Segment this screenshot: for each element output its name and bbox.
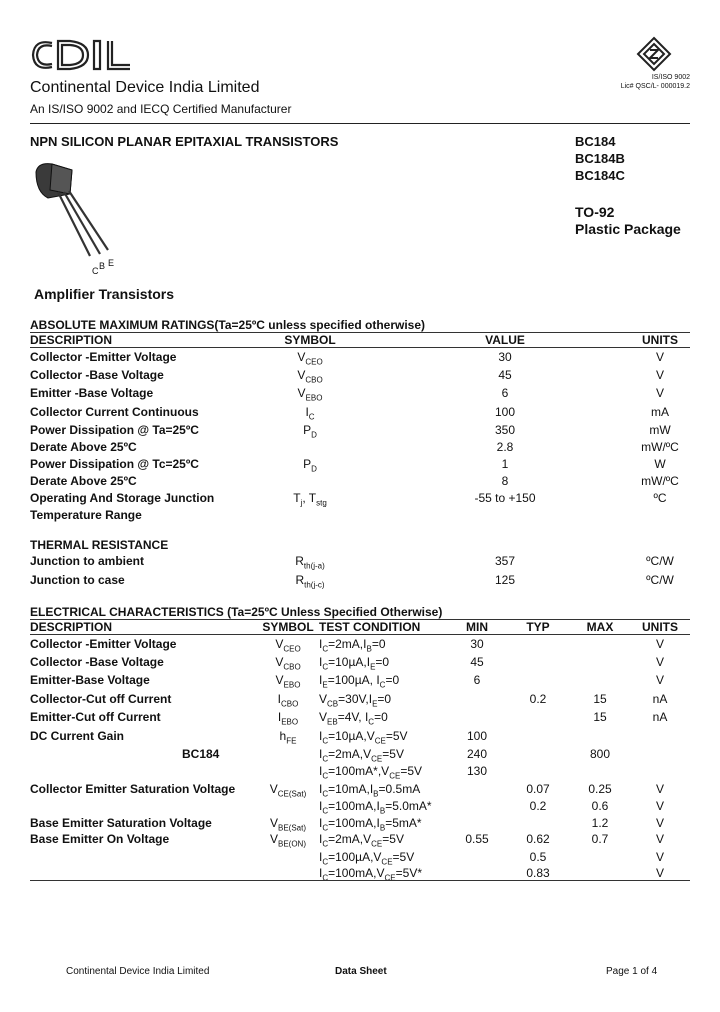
units-cell: V — [655, 782, 664, 796]
condition-subscript: CE — [389, 771, 401, 781]
test-condition-cell: $I_C=100mA*,V_{CE}=5V$ — [319, 764, 422, 781]
value-cell: 100 — [494, 405, 516, 419]
description-cell: Derate Above 25ºC — [30, 474, 137, 488]
certification-line: An IS/ISO 9002 and IECQ Certified Manufacturer — [30, 102, 292, 116]
symbol-subscript: CBO — [283, 662, 301, 672]
description-cell: Base Emitter Saturation Voltage — [30, 816, 212, 830]
test-condition-cell: $V_{EB}=4V$, $I_C=0$ — [319, 710, 388, 727]
symbol-subscript: D — [311, 430, 317, 440]
condition-subscript: CE — [371, 754, 383, 764]
table-rule — [30, 634, 690, 635]
pin-label-b: B — [99, 261, 106, 271]
test-condition-cell: $I_C=100mA,V_{CE}=5V*$ — [319, 866, 422, 883]
condition-subscript: C — [322, 754, 329, 764]
col-header-description: DESCRIPTION — [30, 620, 113, 634]
condition-subscript: C — [379, 680, 386, 690]
symbol-cell: $I_C$ — [305, 405, 315, 422]
test-condition-cell: $I_E=100\mu A$, $I_C=0$ — [319, 673, 400, 690]
max-cell: 0.25 — [588, 782, 612, 796]
electrical-row — [30, 747, 690, 764]
condition-subscript: E — [322, 680, 328, 690]
condition-subscript: B — [379, 823, 386, 833]
test-condition-cell: $I_C=2mA,V_{CE}=5V$ — [319, 832, 404, 849]
symbol-cell: $h_{FE}$ — [279, 729, 297, 746]
abs-max-row — [30, 386, 690, 403]
symbol-subscript: FE — [286, 736, 297, 746]
description-cell: Junction to case — [30, 573, 125, 587]
symbol-subscript: CEO — [305, 357, 323, 367]
electrical-row — [30, 764, 690, 781]
symbol-cell: $V_{CEO}$ — [297, 350, 323, 367]
condition-subscript: CE — [371, 839, 383, 849]
electrical-row — [30, 710, 690, 727]
test-condition-cell: $I_C=100mA,I_B=5mA*$ — [319, 816, 422, 833]
electrical-row — [30, 692, 690, 709]
typ-cell: 0.2 — [529, 799, 547, 813]
condition-subscript: CB — [327, 699, 339, 709]
description-cell: Temperature Range — [30, 508, 142, 522]
description-cell: Base Emitter On Voltage — [30, 832, 170, 846]
package-description: Plastic Package — [575, 221, 681, 237]
condition-subscript: C — [322, 857, 329, 867]
company-name: Continental Device India Limited — [30, 79, 260, 96]
condition-subscript: C — [322, 873, 329, 883]
test-condition-cell: $I_C=10mA,I_B=0.5mA$ — [319, 782, 421, 799]
units-cell: V — [655, 816, 664, 830]
header-divider — [30, 123, 690, 124]
typ-cell: 0.07 — [526, 782, 550, 796]
symbol-cell: $T_j$, $T_{stg}$ — [293, 491, 327, 508]
units-cell: ºC/W — [646, 573, 674, 587]
electrical-row — [30, 816, 690, 833]
symbol-subscript: D — [311, 464, 317, 474]
footer-page-number: Page 1 of 4 — [606, 966, 658, 977]
units-cell: mW — [649, 423, 671, 437]
symbol-cell: $V_{BE(ON)}$ — [269, 832, 306, 849]
value-cell: 6 — [501, 386, 509, 400]
symbol-cell: $P_D$ — [303, 423, 317, 440]
condition-subscript: B — [373, 789, 379, 799]
test-condition-cell: $I_C=10\mu A,I_E=0$ — [319, 655, 390, 672]
value-cell: 357 — [494, 554, 516, 568]
pin-label-e: E — [108, 258, 115, 268]
condition-subscript: E — [370, 662, 376, 672]
condition-subscript: CE — [384, 873, 396, 883]
max-cell: 15 — [593, 710, 607, 724]
cdil-logo — [30, 37, 134, 73]
symbol-cell: $I_{CBO}$ — [277, 692, 299, 709]
part-number: BC184B — [575, 151, 625, 166]
symbol-subscript: j — [300, 498, 303, 508]
test-condition-cell: $I_C=100mA,I_B=5.0mA*$ — [319, 799, 432, 816]
test-condition-cell: $I_C=10\mu A,V_{CE}=5V$ — [319, 729, 408, 746]
units-cell: V — [655, 673, 664, 687]
symbol-cell: $V_{CBO}$ — [297, 368, 323, 385]
description-cell: Emitter-Cut off Current — [30, 710, 161, 724]
pin-label-c: C — [92, 266, 99, 276]
symbol-cell: $I_{EBO}$ — [277, 710, 299, 727]
symbol-cell: $R_{th(j-c)}$ — [295, 573, 325, 590]
condition-subscript: EB — [327, 717, 338, 727]
electrical-section-title: ELECTRICAL CHARACTERISTICS (Ta=25ºC Unless Specified Otherwise) — [30, 605, 443, 619]
footer-company: Continental Device India Limited — [66, 966, 210, 977]
symbol-subscript: EBO — [305, 393, 323, 403]
description-cell: Junction to ambient — [30, 554, 144, 568]
abs-max-row — [30, 368, 690, 385]
test-condition-cell: $V_{CB}=30V,I_E=0$ — [319, 692, 392, 709]
symbol-subscript: EBO — [281, 717, 299, 727]
symbol-subscript: CBO — [305, 375, 323, 385]
min-cell: 6 — [473, 673, 481, 687]
units-cell: nA — [652, 710, 668, 724]
value-cell: 125 — [494, 573, 516, 587]
certification-mark-text: IS/ISO 9002 Lic# QSC/L- 000019.2 — [620, 74, 690, 90]
min-cell: 45 — [470, 655, 484, 669]
min-cell: 0.55 — [465, 832, 489, 846]
value-cell: 350 — [494, 423, 516, 437]
units-cell: W — [654, 457, 666, 471]
condition-subscript: C — [322, 771, 329, 781]
description-cell: Derate Above 25ºC — [30, 440, 137, 454]
units-cell: V — [655, 832, 664, 846]
table-rule — [30, 347, 690, 348]
col-header-typ: TYP — [526, 620, 550, 634]
typ-cell: 0.83 — [526, 866, 550, 880]
abs-max-row — [30, 350, 690, 367]
units-cell: mW/ºC — [641, 440, 679, 454]
product-title: NPN SILICON PLANAR EPITAXIAL TRANSISTORS — [30, 134, 339, 149]
symbol-cell: $V_{CE(Sat)}$ — [269, 782, 307, 799]
value-cell: 45 — [498, 368, 512, 382]
electrical-row — [30, 673, 690, 690]
col-header-symbol: SYMBOL — [262, 620, 314, 634]
test-condition-cell: $I_C=2mA,I_B=0$ — [319, 637, 386, 654]
condition-subscript: E — [372, 699, 378, 709]
description-cell: Collector-Cut off Current — [30, 692, 172, 706]
description-cell: Operating And Storage Junction — [30, 491, 215, 505]
thermal-row — [30, 554, 690, 571]
units-cell: V — [655, 799, 664, 813]
electrical-row — [30, 799, 690, 816]
units-cell: V — [655, 850, 664, 864]
description-cell: Collector Emitter Saturation Voltage — [30, 782, 236, 796]
max-cell: 0.6 — [591, 799, 609, 813]
condition-subscript: C — [322, 839, 329, 849]
max-cell: 1.2 — [591, 816, 609, 830]
symbol-subscript: CE(Sat) — [277, 789, 307, 799]
symbol-cell: $V_{EBO}$ — [275, 673, 301, 690]
condition-subscript: C — [368, 717, 375, 727]
description-cell: Collector -Base Voltage — [30, 655, 164, 669]
description-cell: Collector -Base Voltage — [30, 368, 164, 382]
application-subtitle: Amplifier Transistors — [34, 286, 175, 302]
abs-max-row — [30, 491, 690, 508]
units-cell: V — [655, 368, 664, 382]
abs-max-row — [30, 440, 690, 457]
abs-max-row — [30, 508, 690, 525]
value-cell: 1 — [501, 457, 509, 471]
col-header-units: UNITS — [642, 620, 678, 634]
col-header-test-condition: TEST CONDITION — [319, 620, 421, 634]
thermal-section-title: THERMAL RESISTANCE — [30, 538, 169, 552]
symbol-subscript: BE(Sat) — [278, 823, 307, 833]
max-cell: 15 — [593, 692, 607, 706]
abs-max-row — [30, 405, 690, 422]
symbol-cell: $V_{CEO}$ — [275, 637, 301, 654]
min-cell: 100 — [466, 729, 488, 743]
part-number: BC184C — [575, 168, 625, 183]
description-cell: DC Current Gain — [30, 729, 125, 743]
value-cell: 30 — [498, 350, 512, 364]
max-cell: 800 — [589, 747, 611, 761]
test-condition-cell: $I_C=100\mu A,V_{CE}=5V$ — [319, 850, 415, 867]
condition-subscript: C — [322, 662, 329, 672]
description-cell: Collector Current Continuous — [30, 405, 199, 419]
symbol-cell: $P_D$ — [303, 457, 317, 474]
symbol-subscript: CEO — [283, 644, 301, 654]
typ-cell: 0.5 — [529, 850, 547, 864]
condition-subscript: C — [322, 736, 329, 746]
value-cell: 8 — [501, 474, 509, 488]
units-cell: V — [655, 350, 664, 364]
typ-cell: 0.62 — [526, 832, 550, 846]
units-cell: V — [655, 386, 664, 400]
electrical-row — [30, 655, 690, 672]
symbol-cell: $R_{th(j-a)}$ — [295, 554, 325, 571]
symbol-subscript: stg — [316, 498, 327, 508]
min-cell: 30 — [470, 637, 484, 651]
symbol-subscript: CBO — [281, 699, 299, 709]
col-header-symbol: SYMBOL — [284, 333, 336, 347]
units-cell: mW/ºC — [641, 474, 679, 488]
min-cell: 130 — [466, 764, 488, 778]
electrical-row — [30, 637, 690, 654]
units-cell: V — [655, 655, 664, 669]
description-cell: Emitter-Base Voltage — [30, 673, 150, 687]
value-cell: 2.8 — [496, 440, 514, 454]
description-cell: Collector -Emitter Voltage — [30, 350, 177, 364]
electrical-row — [30, 729, 690, 746]
col-header-description: DESCRIPTION — [30, 333, 113, 347]
condition-subscript: CE — [374, 736, 386, 746]
units-cell: nA — [652, 692, 668, 706]
value-cell: -55 to +150 — [474, 491, 536, 505]
electrical-row — [30, 832, 690, 849]
package-type: TO-92 — [575, 204, 615, 220]
test-condition-cell: $I_C=2mA,V_{CE}=5V$ — [319, 747, 404, 764]
symbol-subscript: C — [308, 412, 315, 422]
symbol-subscript: th(j-c) — [304, 580, 325, 590]
description-cell: Power Dissipation @ Ta=25ºC — [30, 423, 199, 437]
symbol-cell: $V_{CBO}$ — [275, 655, 301, 672]
condition-subscript: C — [322, 806, 329, 816]
condition-subscript: C — [322, 644, 329, 654]
certification-mark-icon — [636, 36, 672, 72]
max-cell: 0.7 — [591, 832, 609, 846]
symbol-cell: $V_{BE(Sat)}$ — [269, 816, 307, 833]
electrical-row — [30, 782, 690, 799]
units-cell: V — [655, 866, 664, 880]
abs-max-row — [30, 457, 690, 474]
variant-label: BC184 — [182, 747, 220, 761]
table-rule — [30, 880, 690, 881]
units-cell: ºC — [653, 491, 667, 505]
min-cell: 240 — [466, 747, 488, 761]
col-header-min: MIN — [466, 620, 488, 634]
electrical-row — [30, 850, 690, 867]
description-cell: Power Dissipation @ Tc=25ºC — [30, 457, 199, 471]
part-number: BC184 — [575, 134, 616, 149]
abs-max-row — [30, 423, 690, 440]
condition-subscript: B — [366, 644, 372, 654]
abs-max-row — [30, 474, 690, 491]
condition-subscript: C — [322, 789, 329, 799]
typ-cell: 0.2 — [529, 692, 547, 706]
units-cell: V — [655, 637, 664, 651]
description-cell: Emitter -Base Voltage — [30, 386, 154, 400]
condition-subscript: CE — [381, 857, 393, 867]
abs-max-section-title: ABSOLUTE MAXIMUM RATINGS(Ta=25ºC unless specified otherwise) — [30, 318, 425, 332]
condition-subscript: C — [322, 823, 329, 833]
thermal-row — [30, 573, 690, 590]
col-header-value: VALUE — [485, 333, 525, 347]
symbol-cell: $V_{EBO}$ — [297, 386, 323, 403]
description-cell: Collector -Emitter Voltage — [30, 637, 177, 651]
symbol-subscript: EBO — [283, 680, 301, 690]
units-cell: mA — [651, 405, 669, 419]
col-header-units: UNITS — [642, 333, 678, 347]
symbol-subscript: BE(ON) — [278, 839, 306, 849]
symbol-subscript: th(j-a) — [303, 561, 325, 571]
condition-subscript: B — [379, 806, 386, 816]
col-header-max: MAX — [586, 620, 614, 634]
footer-doc-type: Data Sheet — [335, 966, 387, 977]
units-cell: ºC/W — [646, 554, 674, 568]
